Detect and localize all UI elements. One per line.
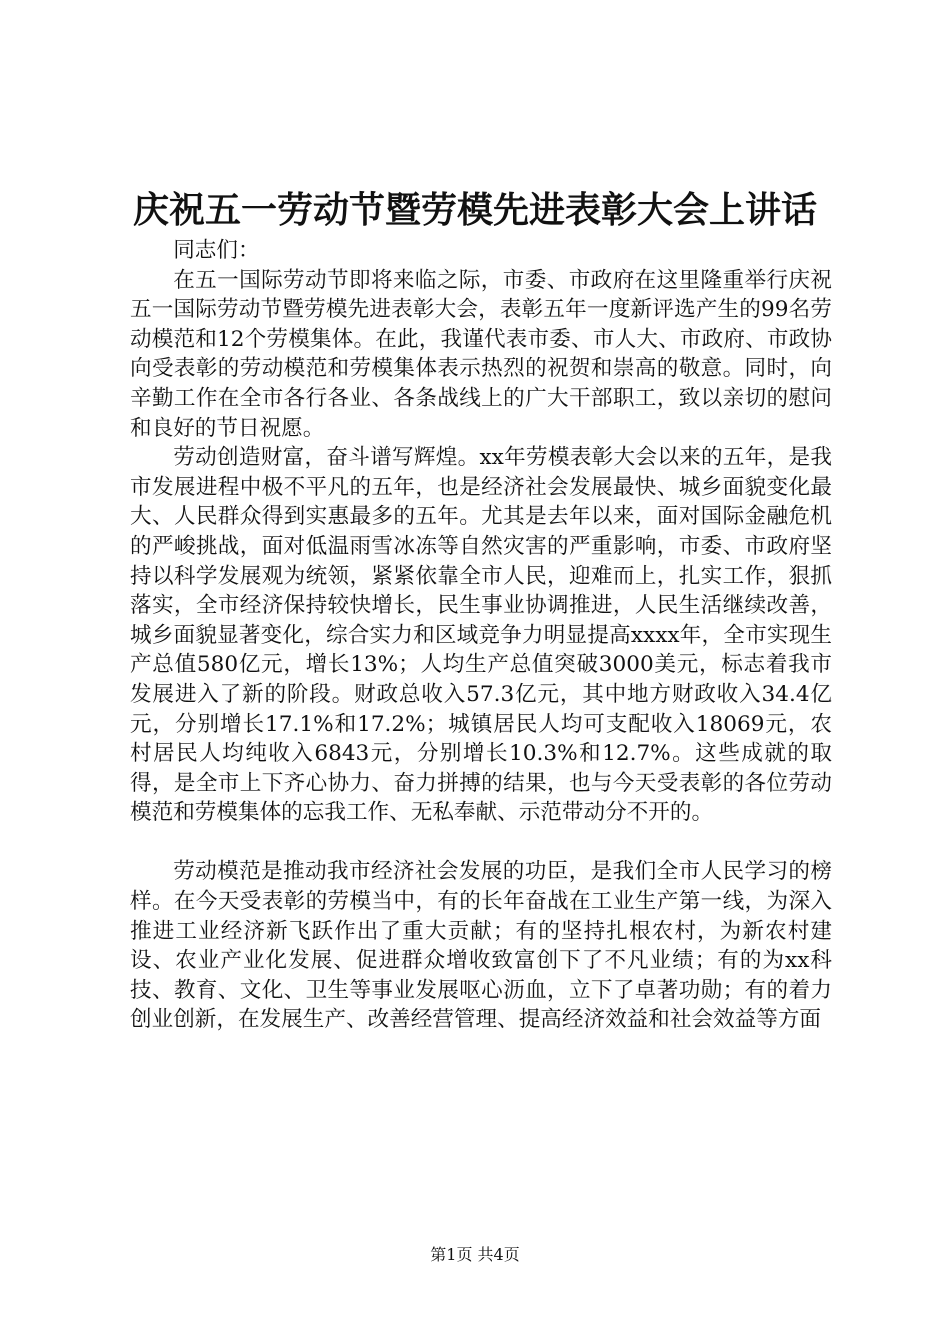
document-body: [130, 236, 832, 1035]
document-title: 庆祝五一劳动节暨劳模先进表彰大会上讲话: [132, 189, 817, 231]
paragraph-3: 劳动模范是推动我市经济社会发展的功臣，是我们全市人民学习的榜样。在今天受表彰的劳模当中，有的长年奋战在工业生产第一线，为深入推进工业经济新飞跃作出了重大贡献；有的坚持扎根农村，为新农村建设、农业产业化发展、促进群众增收致富创下了不凡业绩；有的为xx科技、教育、文化、卫生等事业发展呕心沥血，立下了卓著功勋；有的着力创业创新，在发展生产、改善经营管理、提高经济效益和社会效益等方面: [130, 859, 832, 1033]
page-number-footer: 第1页 共4页: [430, 1245, 520, 1264]
paragraph-1: 在五一国际劳动节即将来临之际，市委、市政府在这里隆重举行庆祝五一国际劳动节暨劳模先进表彰大会，表彰五年一度新评选产生的99名劳动模范和12个劳模集体。在此，我谨代表市委、市人大、市政府、市政协向受表彰的劳动模范和劳模集体表示热烈的祝贺和崇高的敬意。同时，向辛勤工作在全市各行各业、各条战线上的广大干部职工，致以亲切的慰问和良好的节日祝愿。: [130, 267, 832, 441]
salutation: 同志们：: [173, 238, 260, 263]
paragraph-2: 劳动创造财富，奋斗谱写辉煌。xx年劳模表彰大会以来的五年，是我市发展进程中极不平凡的五年，也是经济社会发展最快、城乡面貌变化最大、人民群众得到实惠最多的五年。尤其是去年以来，面对国际金融危机的严峻挑战，面对低温雨雪冰冻等自然灾害的严重影响，市委、市政府坚持以科学发展观为统领，紧紧依靠全市人民，迎难而上，扎实工作，狠抓落实，全市经济保持较快增长，民生事业协调推进，人民生活继续改善，城乡面貌显著变化，综合实力和区域竞争力明显提高xxxx年，全市实现生产总值580亿元，增长13%；人均生产总值突破3000美元，标志着我市发展进入了新的阶段。财政总收入57.3亿元，其中地方财政收入34.4亿元，分别增长17.1%和17.2%；城镇居民人均可支配收入18069元，农村居民人均纯收入6843元，分别增长10.3%和12.7%。这些成就的取得，是全市上下齐心协力、奋力拼搏的结果，也与今天受表彰的各位劳动模范和劳模集体的忘我工作、无私奉献、示范带动分不开的。: [130, 445, 832, 826]
